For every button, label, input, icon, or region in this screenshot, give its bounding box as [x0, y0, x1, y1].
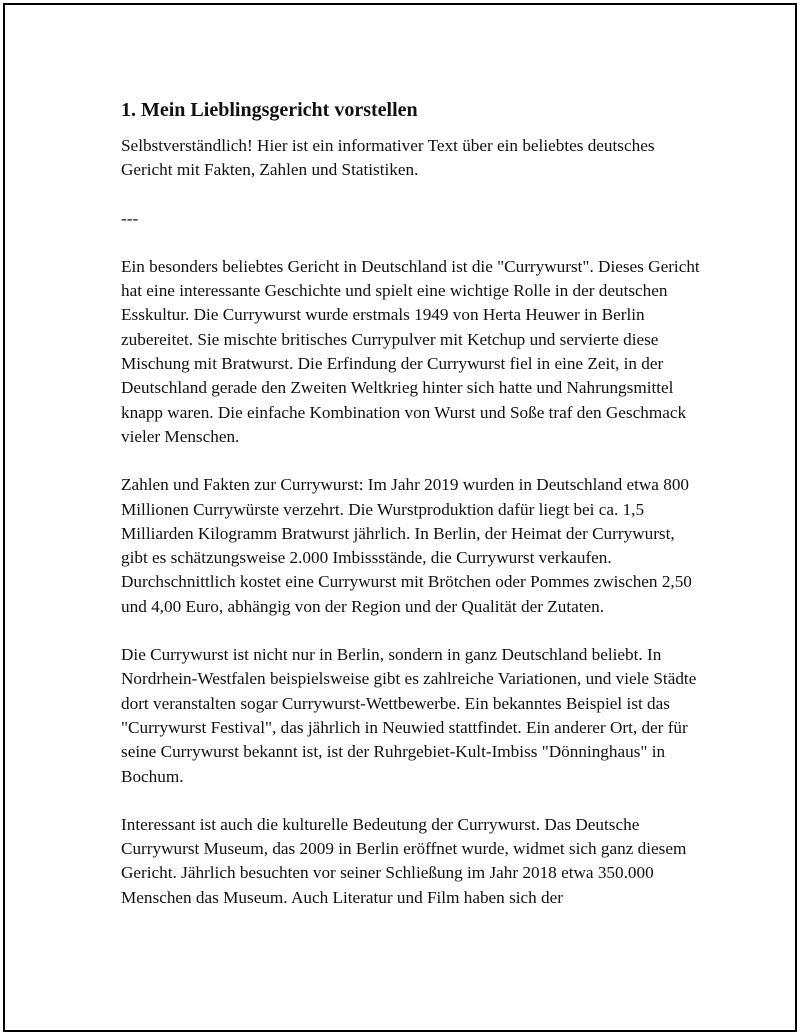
history-paragraph: Ein besonders beliebtes Gericht in Deutschland ist die "Currywurst". Dieses Gericht hat eine interessante Geschichte und spielt eine wichtige Rolle in der deutschen Esskultur. Die Currywurst wurde erstmals 1949 von Herta Heuwer in Berlin zubereitet. Sie mischte britisches Currypulver mit Ketchup und servierte diese Mischung mit Bratwurst. Die Erfindung der Currywurst fiel in eine Zeit, in der Deutschland gerade den Zweiten Weltkrieg hinter sich hatte und Nahrungsmittel knapp waren. Die einfache Kombination von Wurst und Soße traf den Geschmack vieler Menschen.: [121, 256, 700, 446]
section-heading: 1. Mein Lieblingsgericht vorstellen: [121, 99, 418, 121]
separator-line: ---: [121, 208, 139, 228]
document-page: [3, 3, 797, 1032]
facts-paragraph: Zahlen und Fakten zur Currywurst: Im Jahr 2019 wurden in Deutschland etwa 800 Millionen Currywürste verzehrt. Die Wurstproduktion dafür liegt bei ca. 1,5 Milliarden Kilogramm Bratwurst jährlich. In Berlin, der Heimat der Currywurst, gibt es schätzungsweise 2.000 Imbissstände, die Currywurst verkaufen. Durchschnittlich kostet eine Currywurst mit Brötchen oder Pommes zwischen 2,50 und 4,00 Euro, abhängig von der Region und der Qualität der Zutaten.: [121, 475, 692, 616]
culture-paragraph: Interessant ist auch die kulturelle Bedeutung der Currywurst. Das Deutsche Currywurst Museum, das 2009 in Berlin eröffnet wurde, widmet sich ganz diesem Gericht. Jährlich besuchten vor seiner Schließung im Jahr 2018 etwa 350.000 Menschen das Museum. Auch Literatur und Film haben sich der: [121, 814, 687, 907]
intro-paragraph: Selbstverständlich! Hier ist ein informativer Text über ein beliebtes deutsches Gericht mit Fakten, Zahlen und Statistiken.: [121, 136, 655, 180]
document-body: [121, 95, 701, 934]
regional-paragraph: Die Currywurst ist nicht nur in Berlin, sondern in ganz Deutschland beliebt. In Nordrhein-Westfalen beispielsweise gibt es zahlreiche Variationen, und viele Städte dort veranstalten sogar Currywurst-Wettbewerbe. Ein bekanntes Beispiel ist das "Currywurst Festival", das jährlich in Neuwied stattfindet. Ein anderer Ort, der für seine Currywurst bekannt ist, ist der Ruhrgebiet-Kult-Imbiss "Dönninghaus" in Bochum.: [121, 645, 697, 786]
